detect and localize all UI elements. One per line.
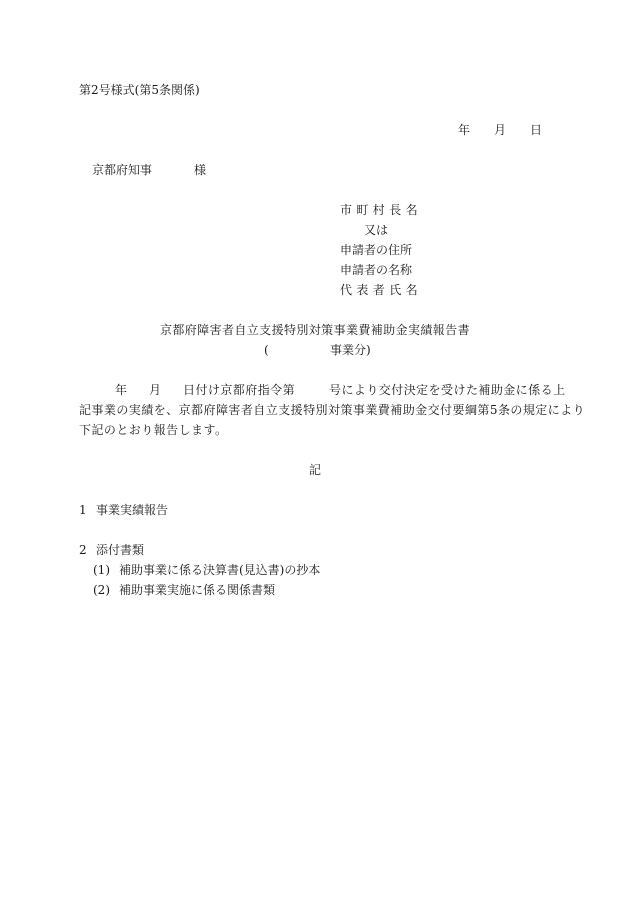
attachment-label: 補助事業実施に係る関係書類 (119, 583, 276, 597)
applicant-address-label: 申請者の住所 (340, 243, 413, 257)
body-line-3: 下記のとおり報告します。 (79, 423, 228, 437)
attachment-1 (93, 564, 320, 576)
subtitle-paren-open: ( (264, 343, 269, 357)
document-title: 京都府障害者自立支援特別対策事業費補助金実績報告書 (159, 323, 470, 337)
body-year-label: 年 (115, 383, 128, 397)
body-number-suffix: 号により交付決定を受けた補助金に係る上 (329, 383, 566, 397)
date-month-label: 月 (494, 123, 507, 137)
item-2 (79, 544, 144, 556)
body-dated-label: 日付け京都府指令第 (183, 383, 296, 397)
body-line-2: 記事業の実績を、京都府障害者自立支援特別対策事業費補助金交付要綱第5条の規定により (79, 403, 586, 417)
date-year-label: 年 (458, 123, 471, 137)
item-number: 2 (79, 543, 87, 557)
item-1 (79, 504, 168, 516)
item-label: 添付書類 (96, 543, 145, 557)
addressee-name: 京都府知事 (92, 163, 153, 177)
item-number: 1 (79, 503, 87, 517)
subtitle-project-suffix: 事業分) (330, 343, 371, 357)
item-label: 事業実績報告 (96, 503, 169, 517)
representative-label: 代表者氏名 (340, 283, 423, 297)
municipality-head-label: 市町村長名 (340, 203, 423, 217)
attachment-2 (93, 584, 275, 596)
date-day-label: 日 (530, 123, 543, 137)
attachment-label: 補助事業に係る決算書(見込書)の抄本 (119, 563, 321, 577)
attachment-number: (1) (93, 563, 110, 577)
or-label: 又は (364, 223, 389, 237)
attachment-number: (2) (93, 583, 110, 597)
applicant-name-label: 申請者の名称 (340, 263, 413, 277)
form-number: 第2号様式(第5条関係) (79, 83, 200, 97)
addressee-honorific: 様 (194, 163, 207, 177)
ki-heading: 記 (308, 463, 321, 477)
body-month-label: 月 (149, 383, 162, 397)
